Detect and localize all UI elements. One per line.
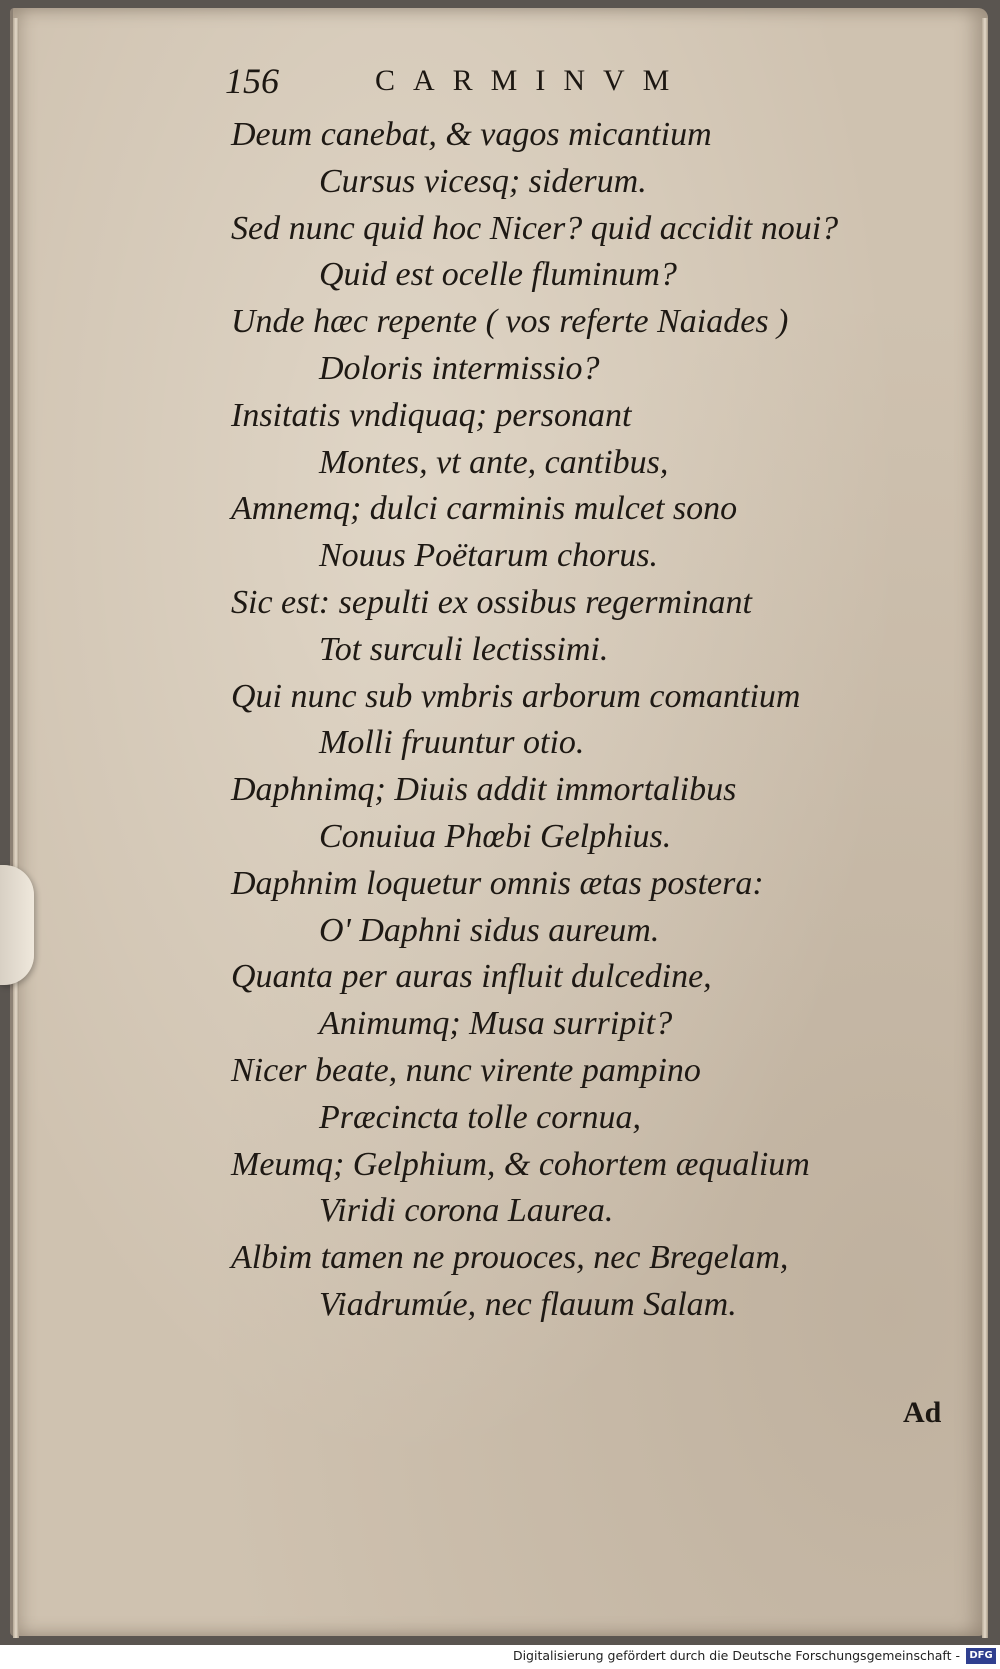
book-page (10, 8, 988, 1636)
verse-line: Nicer beate, nunc virente pampino (231, 1051, 701, 1089)
verse-line: Insitatis vndiquaq; personant (231, 396, 632, 434)
running-title: CARMINVM (375, 64, 688, 97)
running-head (225, 60, 785, 100)
poem-text (13, 112, 988, 1329)
verse-line: O' Daphni sidus aureum. (319, 911, 660, 949)
verse-line: Montes, vt ante, cantibus, (319, 443, 669, 481)
verse-line: Sed nunc quid hoc Nicer? quid accidit noui? (231, 209, 839, 247)
verse-line: Viadrumúe, nec flauum Salam. (319, 1285, 737, 1323)
verse-line: Sic est: sepulti ex ossibus regerminant (231, 583, 752, 621)
verse-line: Amnemq; dulci carminis mulcet sono (231, 490, 738, 528)
verse-line: Conuiua Phœbi Gelphius. (319, 817, 672, 855)
verse-line: Præcincta tolle cornua, (319, 1098, 642, 1136)
verse-line: Molli fruuntur otio. (319, 724, 585, 762)
verse-line: Nouus Poëtarum chorus. (319, 537, 659, 575)
verse-line: Deum canebat, & vagos micantium (231, 116, 712, 153)
verse-line: Daphnimq; Diuis addit immortalibus (231, 771, 737, 809)
verse-line: Qui nunc sub vmbris arborum comantium (231, 677, 801, 715)
verse-line: Viridi corona Laurea. (319, 1192, 614, 1230)
verse-line: Quid est ocelle fluminum? (319, 256, 677, 294)
dfg-logo-icon: DFG (966, 1648, 996, 1664)
verse-line: Daphnim loquetur omnis ætas postera: (231, 864, 764, 902)
verse-line: Cursus vicesq; siderum. (319, 162, 647, 200)
verse-line: Animumq; Musa surripit? (319, 1005, 673, 1043)
verse-line: Doloris intermissio? (319, 349, 600, 387)
page-clip-marker (0, 865, 34, 985)
verse-line: Unde hæc repente ( vos referte Naiades ) (231, 303, 789, 341)
page-number: 156 (225, 61, 279, 101)
funding-credit: Digitalisierung gefördert durch die Deutsche Forschungsgemeinschaft - (512, 1648, 960, 1663)
verse-line: Meumq; Gelphium, & cohortem æqualium (231, 1145, 810, 1183)
digitization-footer (0, 1645, 1000, 1669)
verse-line: Albim tamen ne prouoces, nec Bregelam, (231, 1239, 789, 1277)
verse-line: Tot surculi lectissimi. (319, 630, 609, 668)
verse-line: Quanta per auras influit dulcedine, (231, 958, 712, 996)
catchword: Ad (903, 1396, 942, 1429)
